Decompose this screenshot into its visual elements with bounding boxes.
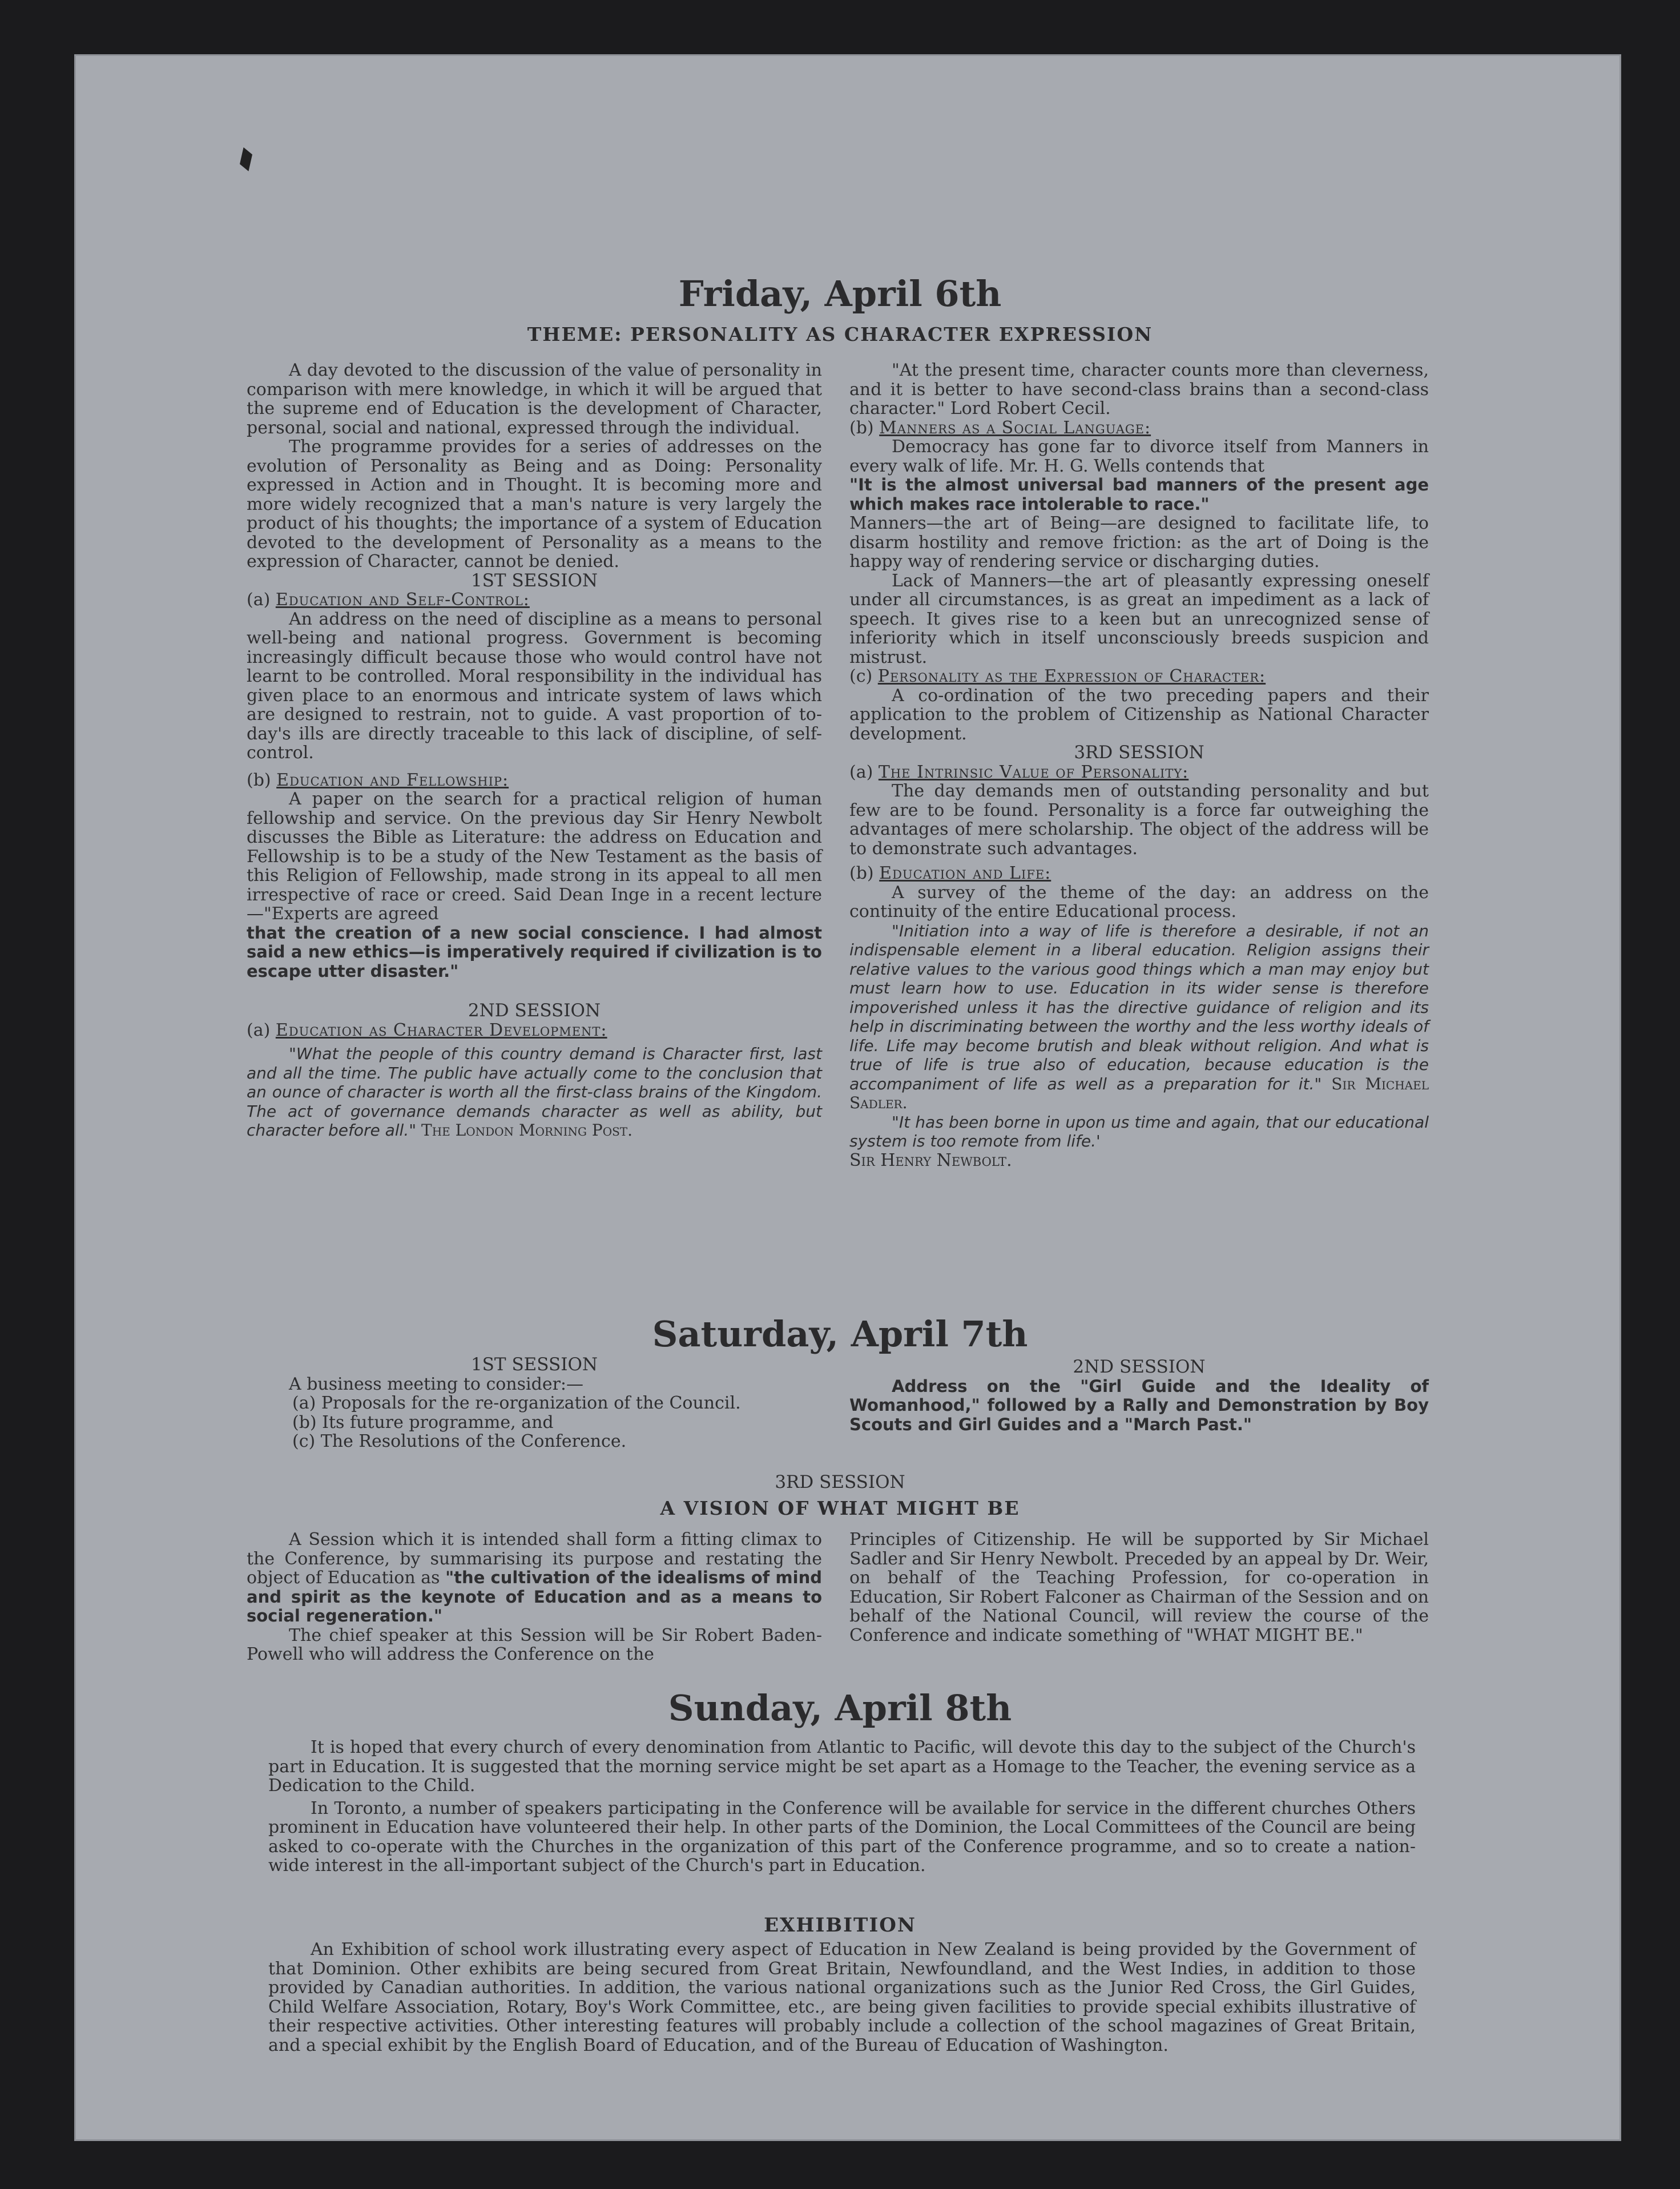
- session2-b-text3: Lack of Manners—the art of pleasantly expressing oneself under all circumstances, is as great an impediment as a lack of speech. It gives rise to a keen but an unrecognized sense of inferiority which in itself unconsciously breeds suspicion and mistrust.: [849, 570, 1429, 667]
- session1-b-label: (b): [247, 770, 271, 790]
- session1-b-text: A paper on the search for a practical religion of human fellowship and service. On the previous day Sir Henry Newbolt discusses the Bible as Literature: the address on Education and Fellowship is to be a study of the New Testament as the basis of this Religion of Fellowship, made strong in its appeal to all men irrespective of race or creed. Said Dean Inge in a recent lecture—"Experts are agreed: [247, 789, 822, 924]
- session2-b-text1: Democracy has gone far to divorce itself from Manners in every walk of life. Mr. H. G. Wells contends that: [849, 437, 1429, 476]
- saturday-s3-right-text: Principles of Citizenship. He will be supported by Sir Michael Sadler and Sir Henry Newbolt. Preceded by an appeal by Dr. Weir, on behalf of the Teaching Profession, for co-operation in Education, Sir Robert Falconer as Chairman of the Session and on behalf of the National Council, will review the course of the Conference and indicate something of "WHAT MIGHT BE.": [849, 1530, 1429, 1645]
- session2-c-title: Personality as the Expression of Character:: [877, 666, 1266, 686]
- session1-heading: 1ST SESSION: [470, 570, 598, 591]
- sunday-p2: In Toronto, a number of speakers participating in the Conference will be available for service in the different churches Others prominent in Education have volunteered their help. In other parts of the Dominion, the Local Committees of the Council are being asked to co-operate with the Churches in the organization of this part of the Conference programme, and so to create a nation-wide interest in the all-important subject of the Church's part in Education.: [268, 1798, 1416, 1876]
- saturday-s3-left-quote: "the cultivation of the idealisms of mind and spirit as the keynote of Education and as a means to social regeneration.": [247, 1568, 822, 1625]
- session1-b-title: Education and Fellowship:: [276, 770, 509, 790]
- session2-a-source: The London Morning Post.: [421, 1121, 633, 1140]
- session1-a-heading: [247, 590, 822, 610]
- saturday-s1-intro: A business meeting to consider:—: [289, 1374, 584, 1394]
- saturday-s3-right: [849, 1530, 1429, 1645]
- saturday-s3-left-p2: The chief speaker at this Session will be Sir Robert Baden-Powell who will address the Conference on the: [247, 1625, 822, 1664]
- session3-b-source1: Sir Michael Sadler.: [849, 1074, 1429, 1112]
- friday-intro-p2: The programme provides for a series of addresses on the evolution of Personality as Being and as Doing: Personality expressed in Action and in Thought. It is becoming more and more widely recognized that a man's nature is very largely the product of his thoughts; the importance of a system of Education devoted to the development of Personality as a means to the expression of Character, cannot be denied.: [247, 437, 822, 572]
- exhibition-heading: EXHIBITION: [764, 1914, 916, 1937]
- sunday-title: Sunday, April 8th: [668, 1687, 1012, 1729]
- saturday-s1-heading: 1ST SESSION: [470, 1354, 598, 1375]
- session2-a-quote: [247, 1044, 822, 1140]
- saturday-s3-left: [247, 1530, 822, 1664]
- friday-title: Friday, April 6th: [678, 273, 1002, 315]
- session1-a-label: (a): [247, 590, 271, 610]
- session3-b-label: (b): [849, 863, 874, 883]
- saturday-s1-item-a: (a) Proposals for the re-organization of the Council.: [292, 1393, 741, 1413]
- session2-b-heading: [849, 419, 1429, 438]
- session2-b-quote: "It is the almost universal bad manners of the present age which makes race intolerable to race.": [849, 475, 1429, 514]
- session3-b-quote2: "It has been borne in upon us time and again, that our educational system is too remote from life.': [849, 1112, 1429, 1150]
- saturday-session1: [247, 1355, 822, 1451]
- session3-heading: 3RD SESSION: [1074, 742, 1204, 763]
- session2-b-label: (b): [849, 417, 874, 438]
- session1-a-text: An address on the need of discipline as a means to personal well-being and national progress. Government is becoming increasingly difficult because those who would control have not learnt to be controlled. Moral responsibility in the individual has given place to an enormous and intricate system of laws which are designed to restrain, not to guide. A vast proportion of to-day's ills are directly traceable to this lack of discipline, of self-control.: [247, 609, 822, 763]
- session1-b-heading: [247, 771, 822, 790]
- session2-a-label: (a): [247, 1020, 271, 1040]
- saturday-title: Saturday, April 7th: [652, 1313, 1028, 1355]
- saturday-s1-item-c: (c) The Resolutions of the Conference.: [292, 1431, 627, 1451]
- session3-b-quote1-text: "Initiation into a way of life is therefore a desirable, if not an indispensable element in a liberal education. Religion assigns their relative values to the various good things which a man may enjoy but must learn how to use. Education in its wider sense is therefore impoverished unless it has the directive guidance of religion and its help in discriminating between the worthy and the less worthy ideals of life. Life may become brutish and bleak without religion. And what is true of life is true also of education, because education is the accompaniment of life as well as a preparation for it.": [849, 921, 1429, 1093]
- session3-b-quote1: [849, 922, 1429, 1113]
- session3-a-title: The Intrinsic Value of Personality:: [878, 762, 1189, 782]
- session2-b-title: Manners as a Social Language:: [879, 417, 1151, 438]
- sunday-p1: It is hoped that every church of every denomination from Atlantic to Pacific, will devote this day to the subject of the Church's part in Education. It is suggested that the morning service might be set apart as a Homage to the Teacher, the evening service as a Dedication to the Child.: [268, 1737, 1416, 1796]
- session3-b-text: A survey of the theme of the day: an address on the continuity of the entire Educational process.: [849, 882, 1429, 922]
- saturday-s3-subtitle: A VISION OF WHAT MIGHT BE: [660, 1497, 1020, 1519]
- friday-intro-p1: A day devoted to the discussion of the value of personality in comparison with mere knowledge, in which it will be argued that the supreme end of Education is the development of Character, personal, social and national, expressed through the individual.: [247, 360, 822, 438]
- saturday-session2: [849, 1358, 1429, 1434]
- sunday-body: [268, 1738, 1416, 1876]
- saturday-s1-item-b: (b) Its future programme, and: [292, 1412, 554, 1432]
- session2-a-quote-text: "What the people of this country demand is Character first, last and all the time. The public have actually come to the conclusion that an ounce of character is worth all the first-class brains of the Kingdom. The act of governance demands character as well as ability, but character before all.": [247, 1044, 822, 1140]
- session3-b-title: Education and Life:: [879, 863, 1051, 883]
- saturday-s3-heading: 3RD SESSION: [775, 1472, 905, 1492]
- saturday-s2-heading: 2ND SESSION: [1073, 1357, 1206, 1377]
- saturday-s3-left-p1: [247, 1530, 822, 1626]
- session2-c-text: A co-ordination of the two preceding papers and their application to the problem of Citizenship as National Character development.: [849, 685, 1429, 744]
- friday-left-column: [247, 361, 822, 1140]
- session3-a-text: The day demands men of outstanding personality and but few are to be found. Personality is a force far outweighing the advantages of mere scholarship. The object of the address will be to demonstrate such advantages.: [849, 781, 1429, 859]
- session2-a-heading: [247, 1021, 822, 1040]
- friday-right-column: [849, 361, 1429, 1170]
- session2-b-text2: Manners—the art of Being—are designed to facilitate life, to disarm hostility and remove friction: as the art of Doing is the happy way of rendering service or discharging duties.: [849, 513, 1429, 572]
- session2-c-label: (c): [849, 666, 873, 686]
- friday-theme: THEME: PERSONALITY AS CHARACTER EXPRESSION: [527, 323, 1153, 345]
- session3-a-label: (a): [849, 762, 873, 782]
- session2-heading: 2ND SESSION: [468, 1000, 601, 1021]
- session3-a-heading: [849, 763, 1429, 782]
- session1-a-title: Education and Self-Control:: [275, 590, 530, 610]
- session3-b-heading: [849, 864, 1429, 883]
- session1-b-quote: that the creation of a new social conscience. I had almost said a new ethics—is imperatively required if civilization is to escape utter disaster.": [247, 923, 822, 981]
- friday-right-intro: "At the present time, character counts more than cleverness, and it is better to have second-class brains than a second-class character." Lord Robert Cecil.: [849, 360, 1429, 419]
- session2-c-heading: [849, 667, 1429, 686]
- exhibition-text: An Exhibition of school work illustrating every aspect of Education in New Zealand is being provided by the Government of that Dominion. Other exhibits are being secured from Great Britain, Newfoundland, and the West Indies, in addition to those provided by Canadian authorities. In addition, the various national organizations such as the Junior Red Cross, the Girl Guides, Child Welfare Association, Rotary, Boy's Work Committee, etc., are being given facilities to provide special exhibits illustrative of their respective activities. Other interesting features will probably include a collection of the school magazines of Great Britain, and a special exhibit by the English Board of Education, and of the Bureau of Education of Washington.: [268, 1939, 1416, 2055]
- session3-b-source2: Sir Henry Newbolt.: [849, 1150, 1012, 1170]
- exhibition-body: [268, 1940, 1416, 2055]
- session2-a-title: Education as Character Development:: [275, 1020, 607, 1040]
- saturday-s2-text: Address on the "Girl Guide and the Ideality of Womanhood," followed by a Rally and Demonstration by Boy Scouts and Girl Guides and a "March Past.": [849, 1376, 1429, 1434]
- saturday-s3-left-text: A Session which it is intended shall form a fitting climax to the Conference, by summarising its purpose and restating the object of Education as: [247, 1530, 822, 1588]
